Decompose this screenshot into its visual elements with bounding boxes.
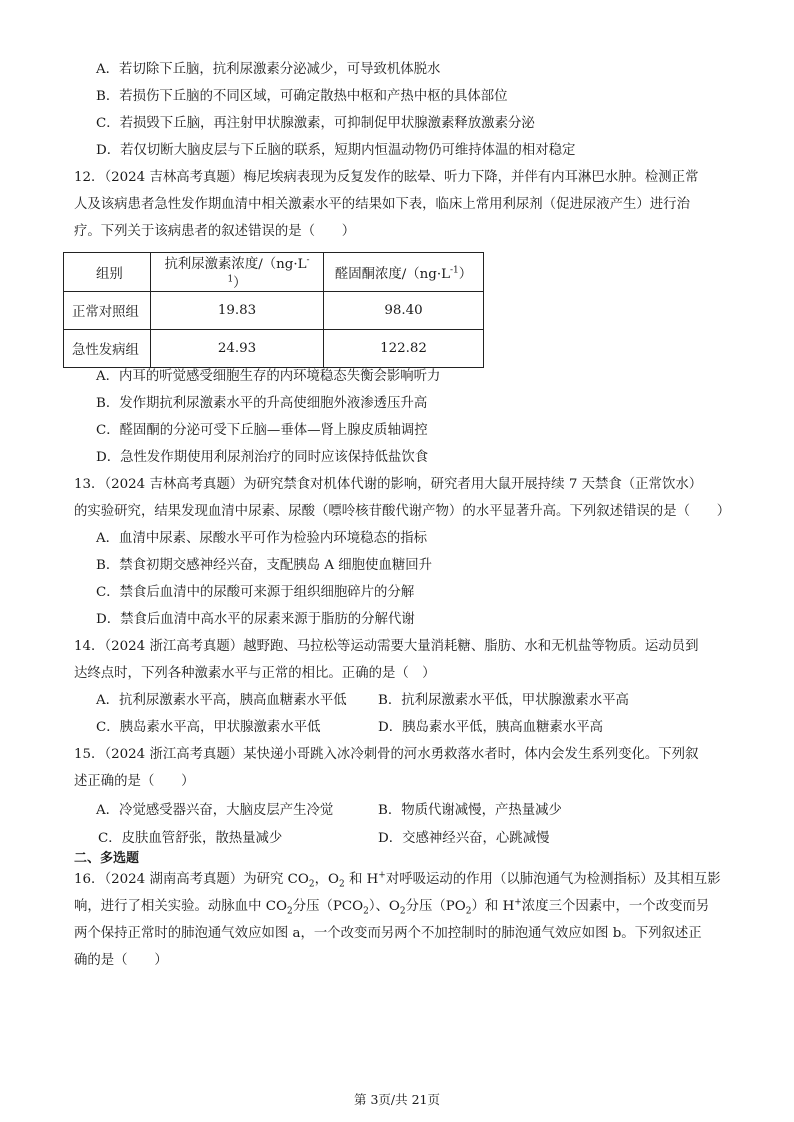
q14-stem-line1: 14．（2024 浙江高考真题）越野跑、马拉松等运动需要大量消耗糖、脂肪、水和无机盐等物质。运动员到 [74,639,699,654]
q11-option-b: B．若损伤下丘脑的不同区域，可确定散热中枢和产热中枢的具体部位 [96,89,508,104]
q12-stem-line3: 疗。下列关于该病患者的叙述错误的是（ ） [74,224,356,239]
q15-option-a: A．冷觉感受器兴奋，大脑皮层产生冷觉 [96,803,334,818]
q11-option-a: A．若切除下丘脑，抗利尿激素分泌减少，可导致机体脱水 [96,62,441,77]
q13-stem-line1: 13．（2024 吉林高考真题）为研究禁食对机体代谢的影响，研究者用大鼠开展持续 7 天禁食（正常饮水） [74,477,703,492]
section-heading-multi-choice: 二、多选题 [74,851,140,866]
table-cell-adh: 24.93 [151,330,324,368]
table-header-group: 组别 [64,253,151,292]
table-header-adh: 抗利尿激素浓度$/(ng\cdot L^{-1})$ [151,253,324,292]
q13-option-d: D．禁食后血清中高水平的尿素来源于脂肪的分解代谢 [96,612,415,627]
q12-option-a: A．内耳的听觉感受细胞生存的内环境稳态失衡会影响听力 [96,369,441,384]
q13-stem-line2: 的实验研究，结果发现血清中尿素、尿酸（嘌呤核苷酸代谢产物）的水平显著升高。下列叙述错误的是（ ） [74,504,731,519]
q16-stem-line4: 确的是（ ） [74,953,168,968]
q16-stem-line1: 16．（2024 湖南高考真题）为研究 $CO_2$，$O_2$ 和 H+对呼吸运动的作用（以肺泡通气为检测指标）及其相互影 [74,870,721,890]
table-row [64,292,484,330]
q15-option-d: D．交感神经兴奋，心跳减慢 [378,831,550,846]
q14-option-a: A．抗利尿激素水平高，胰高血糖素水平低 [96,693,347,708]
table-cell-group: 正常对照组 [64,292,151,330]
q13-option-a: A．血清中尿素、尿酸水平可作为检验内环境稳态的指标 [96,531,428,546]
q14-option-b: B．抗利尿激素水平低，甲状腺激素水平高 [378,693,629,708]
q16-stem-line2: 响，进行了相关实验。动脉血中 $CO_2$分压$(PCO_2)$、$O_2$分压$(PO_2)$和 H+浓度三个因素中，一个改变而另 [74,897,710,917]
q13-option-c: C．禁食后血清中的尿酸可来源于组织细胞碎片的分解 [96,585,415,600]
table-cell-aldosterone: 122.82 [324,330,484,368]
table-header-row [64,253,484,292]
q12-option-b: B．发作期抗利尿激素水平的升高使细胞外液渗透压升高 [96,396,428,411]
q12-option-c: C．醛固酮的分泌可受下丘脑—垂体—肾上腺皮质轴调控 [96,423,428,438]
table-cell-adh: 19.83 [151,292,324,330]
table-cell-group: 急性发病组 [64,330,151,368]
q15-stem-line2: 述正确的是（ ） [74,774,195,789]
q15-option-c: C．皮肤血管舒张，散热量减少 [98,831,283,846]
table-header-aldosterone: 醛固酮浓度$/(ng\cdot L^{-1})$ [324,253,484,292]
q14-option-c: C．胰岛素水平高，甲状腺激素水平低 [96,720,321,735]
table-row [64,330,484,368]
page-footer: 第 3页/共 21页 [353,1092,441,1107]
q15-option-b: B．物质代谢减慢，产热量减少 [378,803,562,818]
q11-option-d: D．若仅切断大脑皮层与下丘脑的联系，短期内恒温动物仍可维持体温的相对稳定 [96,143,576,158]
q12-stem-line2: 人及该病患者急性发作期血清中相关激素水平的结果如下表，临床上常用利尿剂（促进尿液产生）进行治 [74,197,690,212]
q15-stem-line1: 15．（2024 浙江高考真题）某快递小哥跳入冰冷刺骨的河水勇救落水者时，体内会发生系列变化。下列叙 [74,747,699,762]
q13-option-b: B．禁食初期交感神经兴奋，支配胰岛 A 细胞使血糖回升 [96,558,433,573]
q12-option-d: D．急性发作期使用利尿剂治疗的同时应该保持低盐饮食 [96,450,429,465]
q14-option-d: D．胰岛素水平低，胰高血糖素水平高 [378,720,603,735]
q11-option-c: C．若损毁下丘脑，再注射甲状腺激素，可抑制促甲状腺激素释放激素分泌 [96,116,535,131]
table-cell-aldosterone: 98.40 [324,292,484,330]
q14-stem-line2: 达终点时，下列各种激素水平与正常的相比。正确的是（ ） [74,666,436,681]
hormone-table [63,252,484,368]
q12-stem-line1: 12．（2024 吉林高考真题）梅尼埃病表现为反复发作的眩晕、听力下降，并伴有内耳淋巴水肿。检测正常 [74,170,699,185]
q16-stem-line3: 两个保持正常时的肺泡通气效应如图 a，一个改变而另两个不加控制时的肺泡通气效应如图 b。下列叙述正 [74,926,702,941]
